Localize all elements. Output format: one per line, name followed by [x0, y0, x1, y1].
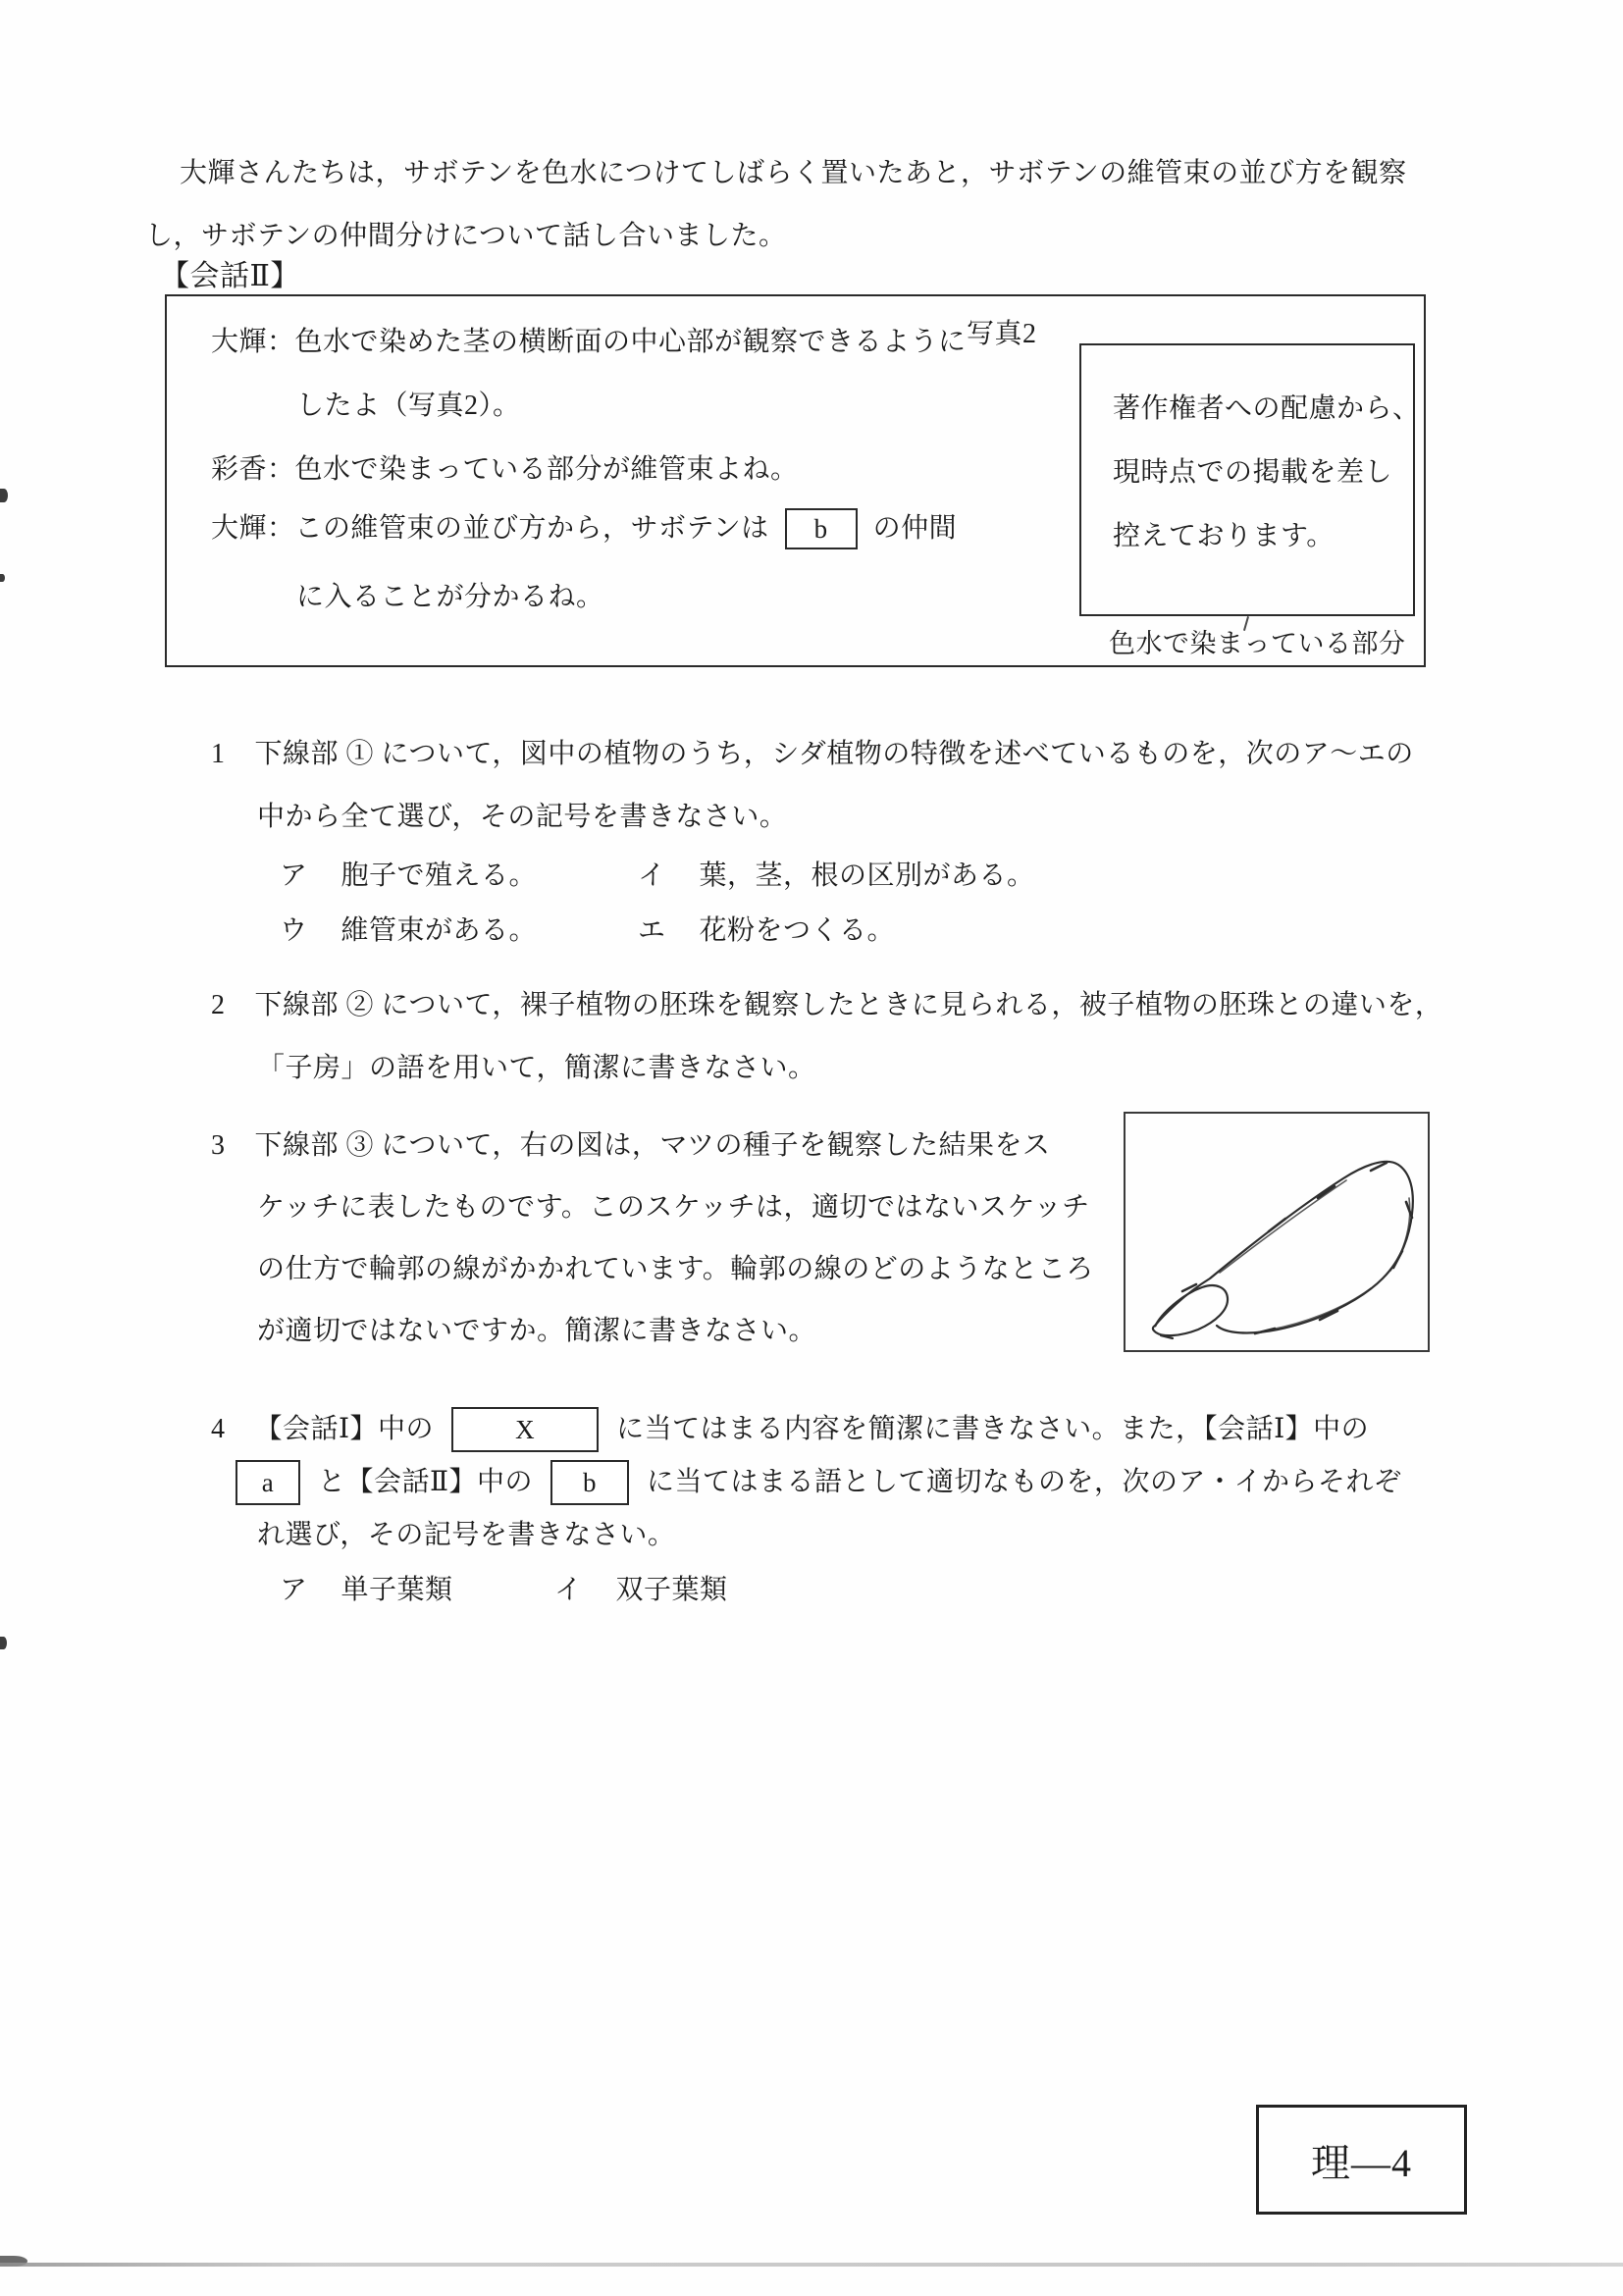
question-4-text-1-after: に当てはまる内容を簡潔に書きなさい。また，【会話Ⅰ】中の	[616, 1414, 1370, 1445]
question-1-text-1: 下線部 ① について，図中の植物のうち，シダ植物の特徴を述べているものを，次のア～エの	[254, 739, 1414, 769]
question-4-text-2-mid: と【会話Ⅱ】中の	[318, 1467, 534, 1498]
q4-option-a	[280, 1574, 453, 1607]
speaker-ayaka: 彩香：	[211, 454, 295, 485]
q1-option-a-mark: ア	[280, 861, 308, 891]
q1-option-i	[638, 860, 1035, 893]
q1-option-e-mark: エ	[638, 915, 666, 946]
pine-seed-sketch	[1126, 1114, 1428, 1350]
pine-seed-figure-box	[1124, 1112, 1430, 1352]
photo-placeholder-box	[1079, 343, 1421, 616]
q1-option-a-text: 胞子で殖える。	[340, 861, 538, 891]
q1-option-a	[280, 860, 537, 893]
q4-option-i	[554, 1574, 728, 1607]
question-4-line-3: れ選び，その記号を書きなさい。	[257, 1520, 676, 1550]
photo-2-label: 写真2	[967, 319, 1037, 349]
question-3-line-4: が適切ではないですか。簡潔に書きなさい。	[257, 1316, 817, 1346]
dialog-line-3	[211, 453, 799, 487]
question-4-line-2	[236, 1460, 1402, 1505]
intro-line-2: し，サボテンの仲間分けについて話し合いました。	[145, 221, 787, 251]
copyright-notice-line-3: 控えております。	[1113, 521, 1335, 551]
scan-artifact-bottom-line	[0, 2263, 1623, 2267]
answer-blank-x: X	[451, 1407, 599, 1452]
question-3-text-1: 下線部 ③ について，右の図は，マツの種子を観察した結果をス	[254, 1130, 1051, 1161]
q1-option-u-mark: ウ	[280, 915, 308, 946]
scan-artifact-left-1	[0, 489, 8, 502]
question-1-line-1	[211, 738, 1414, 771]
question-2-number: 2	[211, 990, 226, 1020]
q1-option-e-text: 花粉をつくる。	[699, 915, 896, 946]
dialog-line-4	[211, 508, 957, 549]
q1-option-e	[638, 914, 895, 948]
dialog-text-1: 色水で染めた茎の横断面の中心部が観察できるように	[294, 327, 967, 357]
page-number: 理—4	[1311, 2140, 1412, 2185]
dialog-line-5: に入ることが分かるね。	[296, 582, 604, 612]
question-2-line-1	[211, 989, 1442, 1022]
page-number-box	[1256, 2105, 1467, 2215]
dialog-text-3: 色水で染まっている部分が維管束よね。	[294, 454, 799, 485]
question-1-number: 1	[211, 739, 226, 769]
answer-blank-b-ref: b	[550, 1460, 629, 1505]
speaker-daiki-2: 大輝：	[211, 513, 295, 545]
question-3-line-1	[211, 1129, 1051, 1163]
question-3-line-3: の仕方で輪郭の線がかかれています。輪郭の線のどのようなところ	[257, 1254, 1094, 1284]
question-2-line-2: 「子房」の語を用いて，簡潔に書きなさい。	[257, 1053, 816, 1083]
question-3-number: 3	[211, 1130, 226, 1161]
q4-option-i-mark: イ	[554, 1575, 583, 1605]
question-4-number: 4	[211, 1414, 226, 1445]
q1-option-i-text: 葉，茎，根の区別がある。	[699, 861, 1035, 891]
question-4-text-1-before: 【会話Ⅰ】中の	[254, 1414, 435, 1445]
q4-option-a-mark: ア	[280, 1575, 308, 1605]
question-1-line-2: 中から全て選び，その記号を書きなさい。	[257, 802, 788, 832]
answer-blank-a: a	[236, 1460, 300, 1505]
speaker-daiki: 大輝：	[211, 327, 295, 357]
q4-option-a-text: 単子葉類	[340, 1575, 453, 1605]
question-4-text-2-after: に当てはまる語として適切なものを，次のア・イからそれぞ	[647, 1467, 1402, 1498]
dialog-line-1	[211, 326, 967, 359]
scan-artifact-left-3	[0, 1637, 7, 1649]
dialog-line-2: したよ（写真2）。	[296, 391, 521, 421]
copyright-notice-line-1: 著作権者への配慮から、	[1113, 393, 1421, 424]
q1-option-u	[280, 914, 537, 948]
q1-option-u-text: 維管束がある。	[340, 915, 538, 946]
q1-option-i-mark: イ	[638, 861, 666, 891]
answer-blank-b: b	[785, 508, 858, 549]
dialog-text-4-after: の仲間	[872, 513, 958, 545]
copyright-notice-line-2: 現時点での掲載を差し	[1113, 457, 1393, 488]
scan-artifact-left-2	[0, 574, 5, 582]
intro-line-1: 大輝さんたちは，サボテンを色水につけてしばらく置いたあと，サボテンの維管束の並び方を観察	[180, 158, 1407, 188]
question-4-line-1	[211, 1407, 1369, 1452]
conversation-2-label: 【会話Ⅱ】	[160, 260, 300, 292]
question-2-text-1: 下線部 ② について，裸子植物の胚珠を観察したときに見られる，被子植物の胚珠との違いを，	[254, 990, 1443, 1020]
dialog-text-4-before: この維管束の並び方から，サボテンは	[294, 513, 769, 545]
photo-caption: 色水で染まっている部分	[1109, 629, 1406, 658]
q4-option-i-text: 双子葉類	[615, 1575, 728, 1605]
question-3-line-2: ケッチに表したものです。このスケッチは，適切ではないスケッチ	[257, 1192, 1090, 1223]
